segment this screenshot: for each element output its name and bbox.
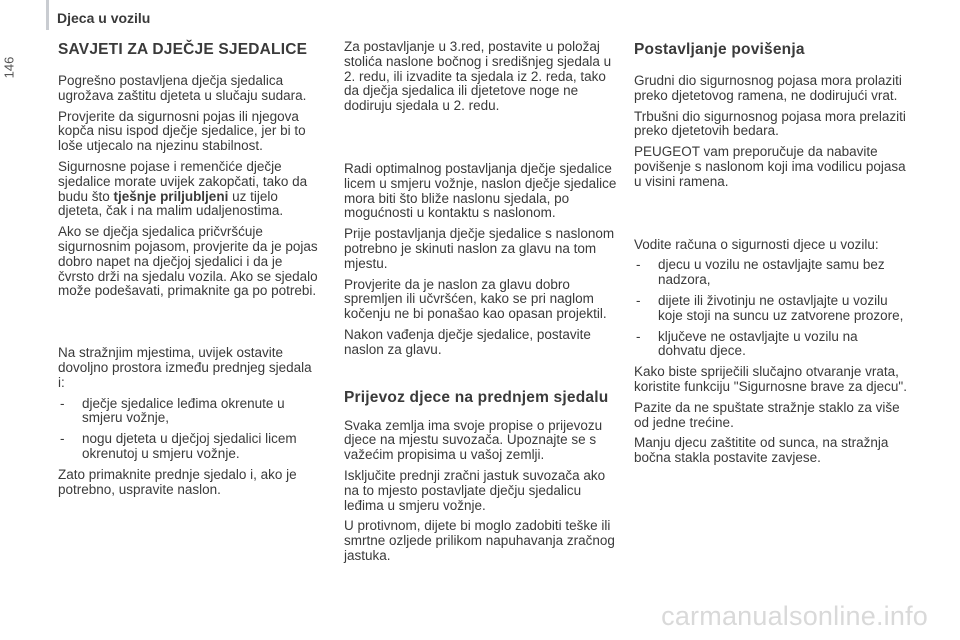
text-span: Sigurnosne pojase i remenčiće dječje sjedalice morate uvijek zakopčati, tako da budu što	[58, 158, 308, 204]
paragraph-belts	[58, 160, 320, 219]
paragraph: Na stražnjim mjestima, uvijek ostavite dovoljno prostora između prednjeg sjedala i:	[58, 345, 312, 390]
paragraph: Nakon vađenja dječje sjedalice, postavite naslon za glavu.	[344, 326, 591, 357]
paragraph: Ako se dječja sjedalica pričvršćuje sigurnosnim pojasom, provjerite da je pojas dobro napet na dječjoj sjedalici i da je čvrsto drži na sjedalu vozila. Ako se sjedalo može podešavati, primaknite ga po potrebi.	[58, 224, 318, 299]
watermark-text: carmanualsonline.info	[661, 601, 928, 631]
header-accent-bar	[46, 0, 49, 30]
paragraph: Svaka zemlja ima svoje propise o prijevozu djece na mjestu suvozača. Upoznajte se s važećim propisima u vašoj zemlji.	[344, 417, 603, 463]
heading-booster: Postavljanje povišenja	[634, 41, 805, 58]
paragraph: Pazite da ne spuštate stražnje staklo za više od jedne trećine.	[634, 399, 900, 430]
paragraph: PEUGEOT vam preporučuje da nabavite povišenje s naslonom koji ima vodilicu pojasa u visini ramena.	[634, 144, 906, 189]
paragraph: U protivnom, dijete bi moglo zadobiti teške ili smrtne ozljede prilikom napuhavanja zračnog jastuka.	[344, 518, 615, 563]
list-item: - ključeve ne ostavljajte u vozilu na dohvatu djece.	[634, 330, 909, 360]
heading-front-seat: Prijevoz djece na prednjem sjedalu	[344, 388, 609, 406]
column-middle	[344, 40, 619, 570]
paragraph: Prije postavljanja dječje sjedalice s naslonom potrebno je skinuti naslon za glavu na tom mjestu.	[344, 226, 615, 271]
paragraph: Zato primaknite prednje sjedalo i, ako je potrebno, uspravite naslon.	[58, 466, 297, 497]
list-item: - nogu djeteta u dječjoj sjedalici licem okrenutoj u smjeru vožnje.	[58, 432, 320, 462]
page-number	[2, 48, 24, 88]
paragraph: Za postavljanje u 3.red, postavite u položaj stolića naslone bočnog i središnjeg sjedala u 2. redu, ili izvadite ta sjedala iz 2. reda, tako da dječja sjedalica ili djetetove noge ne dodiruju sjedala u 2. redu.	[344, 39, 612, 114]
list-rear-space	[58, 397, 320, 462]
heading-child-seat-advice: SAVJETI ZA DJEČJE SJEDALICE	[58, 41, 308, 58]
list-item: - dječje sjedalice leđima okrenute u smjeru vožnje,	[58, 397, 320, 427]
paragraph: Pogrešno postavljena dječja sjedalica ugrožava zaštitu djeteta u slučaju sudara.	[58, 73, 307, 103]
text-span: uz tijelo djeteta, čak i na malim udaljenostima.	[58, 188, 284, 219]
paragraph: Isključite prednji zračni jastuk suvozača ako na to mjesto postavljate dječju sjedalicu leđima u smjeru vožnje.	[344, 467, 606, 513]
column-left	[58, 40, 320, 503]
column-right	[634, 40, 909, 472]
page-number-text: 146	[1, 56, 17, 79]
paragraph: Kako biste spriječili slučajno otvaranje vrata, koristite funkciju "Sigurnosne brave za djecu".	[634, 364, 907, 394]
paragraph: Radi optimalnog postavljanja dječje sjedalice licem u smjeru vožnje, naslon dječje sjedalice mora biti što bliže naslonu sjedala, po mogućnosti u kontaktu s naslonom.	[344, 160, 617, 221]
paragraph: Vodite računa o sigurnosti djece u vozilu:	[634, 236, 879, 252]
bold-text: tješnje priljubljeni	[113, 188, 229, 204]
paragraph: Provjerite da je naslon za glavu dobro spremljen ili učvršćen, kako se pri naglom kočenju ne bi ponašao kao opasan projektil.	[344, 276, 607, 322]
paragraph: Manju djecu zaštitite od sunca, na stražnja bočna stakla postavite zavjese.	[634, 435, 889, 466]
section-title: Djeca u vozilu	[57, 10, 151, 26]
paragraph: Trbušni dio sigurnosnog pojasa mora prelaziti preko djetetovih bedara.	[634, 108, 906, 139]
paragraph: Grudni dio sigurnosnog pojasa mora prolaziti preko djetetovog ramena, ne dodirujući vrat.	[634, 73, 902, 103]
list-item: - dijete ili životinju ne ostavljajte u vozilu koje stoji na suncu uz zatvorene prozore,	[634, 294, 909, 324]
paragraph: Provjerite da sigurnosni pojas ili njegova kopča nisu ispod dječje sjedalice, jer bi to loše utjecalo na njezinu stabilnost.	[58, 108, 306, 154]
list-item: - djecu u vozilu ne ostavljajte samu bez nadzora,	[634, 258, 909, 288]
list-child-safety	[634, 258, 909, 359]
